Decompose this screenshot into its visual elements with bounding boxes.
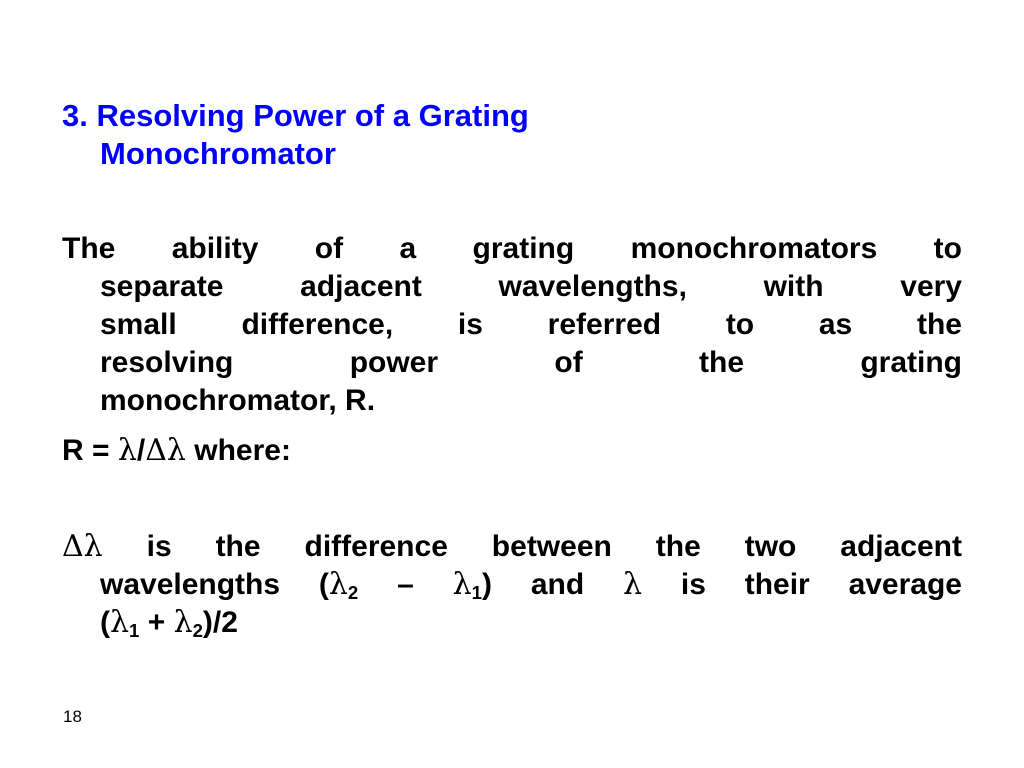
formula-prefix: R =	[62, 434, 118, 467]
subscript-1: 1	[471, 582, 482, 603]
lambda-symbol: λ	[166, 433, 186, 468]
subscript-2: 2	[347, 582, 359, 603]
definition-line-5: monochromator, R.	[100, 384, 376, 417]
lambda-symbol: λ	[623, 567, 643, 602]
slide-title-line1: 3. Resolving Power of a Grating	[62, 98, 529, 133]
lambda-symbol: λ	[110, 605, 130, 640]
lambda-symbol: λ	[173, 605, 193, 640]
lambda-symbol: λ	[83, 529, 103, 564]
explanation-text-1: is the difference between the two adjacent	[102, 530, 962, 563]
lambda-symbol: λ	[328, 567, 348, 602]
plus-sign: +	[139, 606, 174, 639]
explanation-line-1	[62, 528, 962, 566]
slide-title-line2: Monochromator	[100, 136, 336, 171]
definition-line-4: resolving power of the grating	[100, 346, 962, 379]
lambda-symbol: λ	[452, 567, 472, 602]
definition-line-3: small difference, is referred to as the	[100, 308, 962, 341]
formula-suffix: where:	[185, 434, 291, 467]
minus-sign: –	[358, 568, 453, 601]
delta-symbol: Δ	[62, 529, 84, 564]
definition-line-2: separate adjacent wavelengths, with very	[100, 270, 962, 303]
lambda-symbol: λ	[117, 433, 137, 468]
subscript-2: 2	[192, 620, 203, 641]
explanation-line-3	[62, 604, 962, 642]
formula-slash: /	[136, 434, 146, 467]
formula-line	[62, 432, 962, 470]
slide-title	[62, 97, 962, 173]
explanation-text-2a: wavelengths (	[100, 568, 329, 601]
explanation-text-3: )/2	[202, 606, 238, 639]
subscript-1: 1	[129, 620, 140, 641]
delta-symbol: Δ	[145, 433, 167, 468]
page-number: 18	[63, 707, 82, 726]
definition-paragraph	[62, 230, 962, 420]
definition-line-1: The ability of a grating monochromators to	[62, 232, 962, 265]
explanation-text-2c: is their average	[642, 568, 962, 601]
explanation-paragraph	[62, 528, 962, 642]
explanation-text-2b: ) and	[481, 568, 623, 601]
explanation-line-2	[62, 566, 962, 604]
open-paren: (	[100, 606, 110, 639]
